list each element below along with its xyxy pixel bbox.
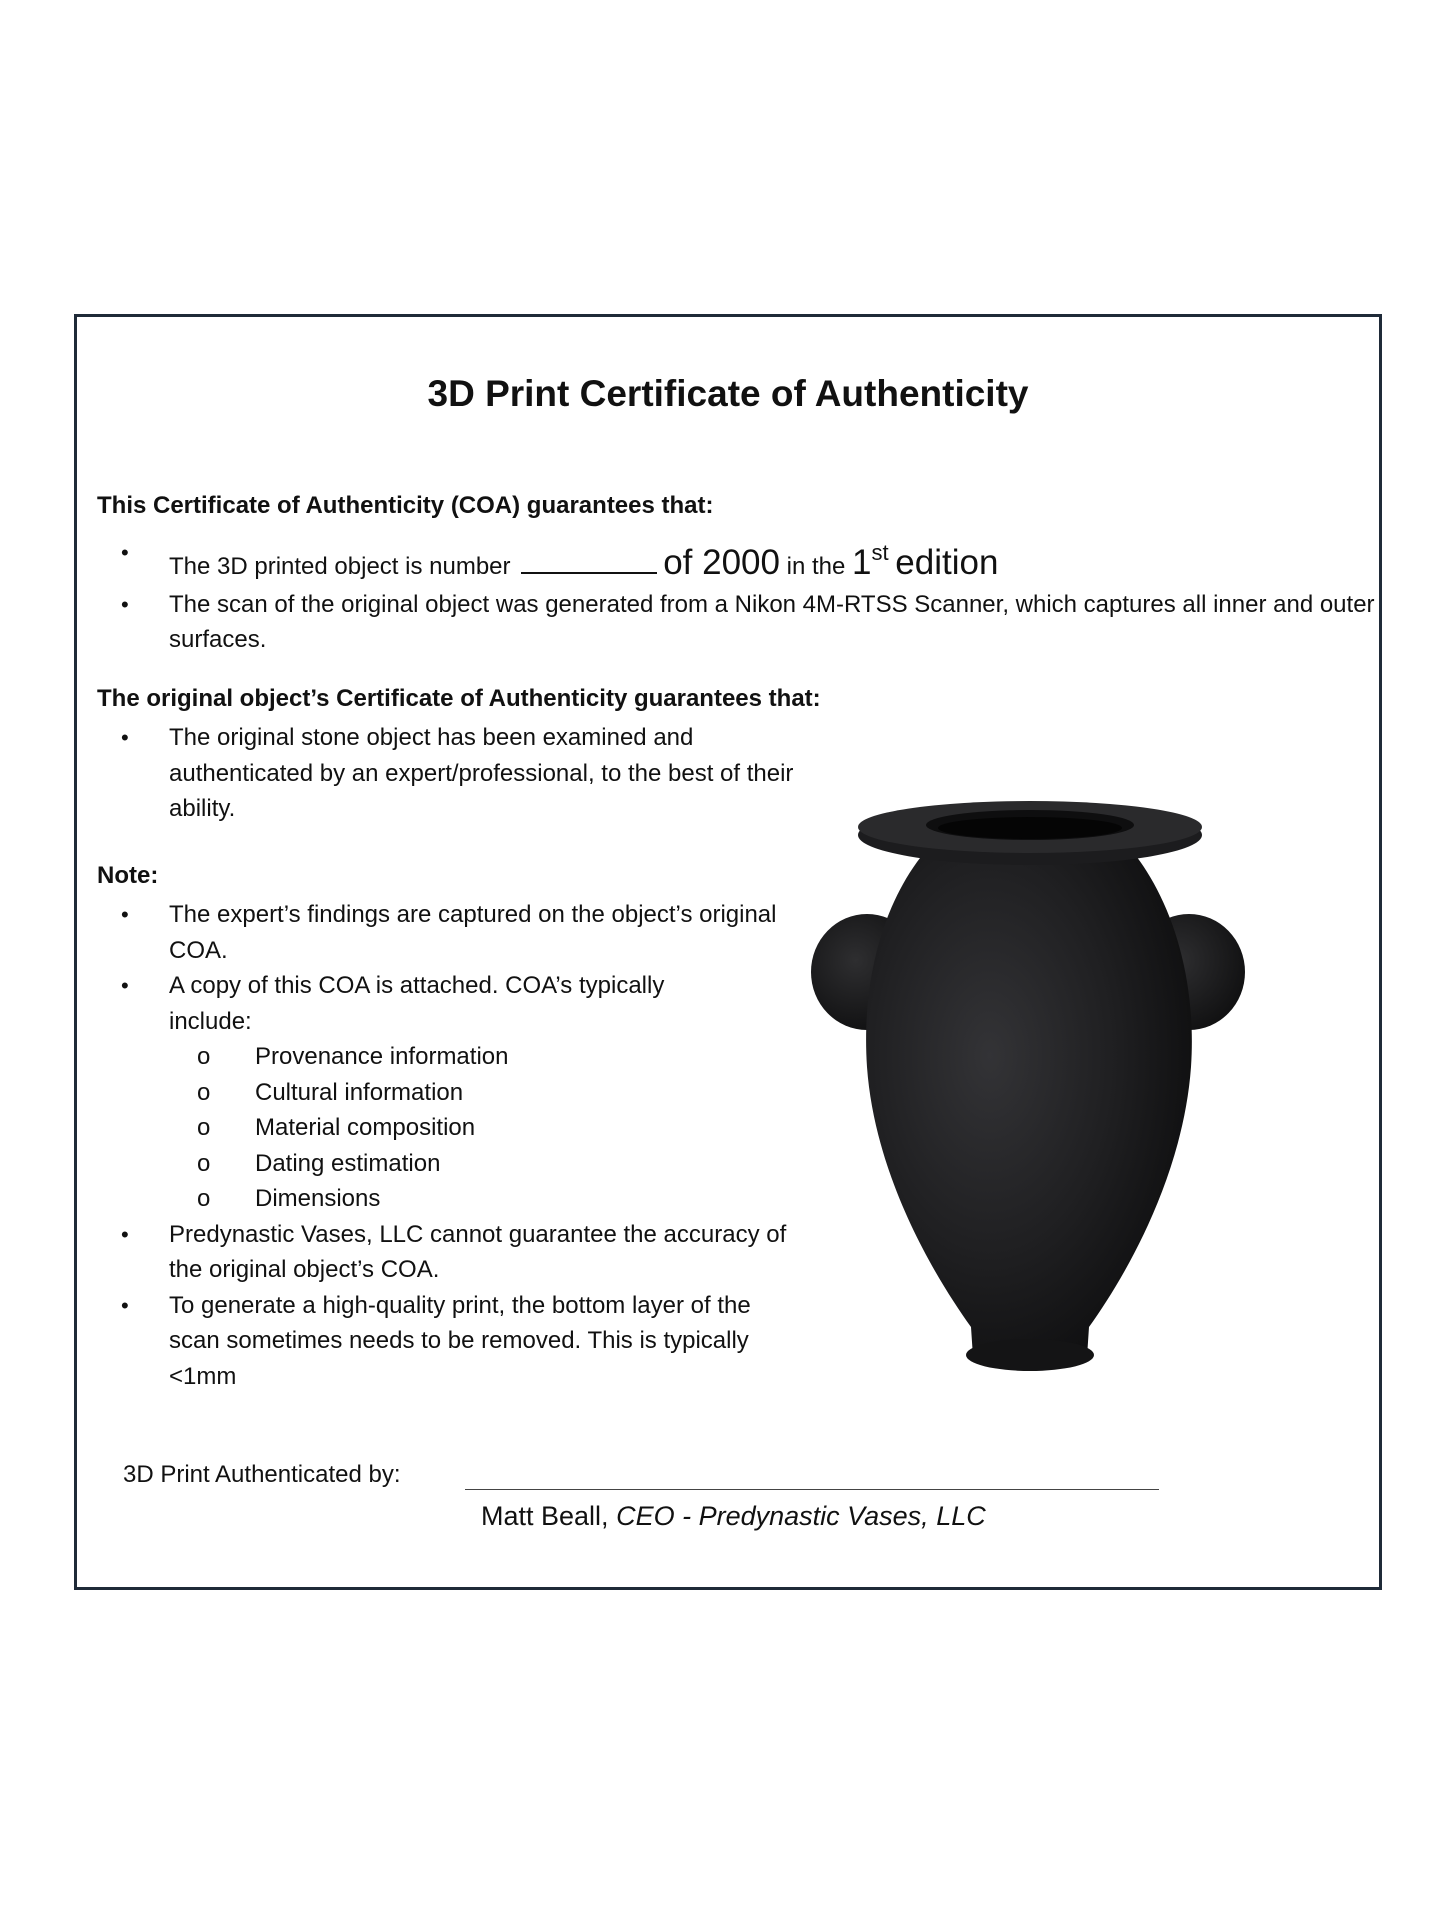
list-item-material bbox=[169, 1110, 689, 1146]
expert-findings-text: The expert’s findings are captured on the object’s original COA. bbox=[169, 901, 777, 964]
sub-bullet-icon: o bbox=[197, 1149, 211, 1177]
note-heading: Note: bbox=[97, 862, 159, 889]
material-text: Material composition bbox=[255, 1114, 476, 1141]
sub-bullet-icon: o bbox=[197, 1043, 211, 1070]
edition-suffix: st bbox=[871, 540, 889, 565]
bullet-icon: • bbox=[121, 591, 129, 617]
bullet-icon: • bbox=[121, 1292, 129, 1318]
vase-rim bbox=[858, 801, 1202, 865]
bullet-icon: • bbox=[121, 973, 129, 998]
signer-name: Matt Beall, bbox=[481, 1501, 609, 1531]
bullet-icon: • bbox=[121, 902, 129, 927]
list-item-expert-findings bbox=[97, 897, 789, 968]
edition-total: of 2000 bbox=[663, 543, 780, 582]
original-coa-heading: The original object’s Certificate of Authenticity guarantees that: bbox=[97, 685, 821, 712]
edition-in-the: in the bbox=[786, 553, 846, 580]
signature-line bbox=[465, 1489, 1159, 1490]
coa-copy-text: A copy of this COA is attached. COA’s typically include: bbox=[169, 972, 665, 1035]
list-item-examined bbox=[97, 720, 817, 827]
object-number-blank bbox=[521, 550, 657, 574]
provenance-text: Provenance information bbox=[255, 1043, 509, 1070]
edition-word: edition bbox=[895, 543, 999, 582]
signer-role: CEO - Predynastic Vases, LLC bbox=[616, 1501, 986, 1531]
signer bbox=[481, 1501, 986, 1532]
vase-image bbox=[805, 787, 1253, 1399]
coa-guarantee-list bbox=[97, 535, 1377, 658]
edition-number: 1 bbox=[852, 543, 872, 582]
list-item-bottom-layer bbox=[97, 1288, 789, 1395]
list-item-cultural bbox=[169, 1075, 689, 1111]
vase-body bbox=[866, 847, 1192, 1369]
sub-bullet-icon: o bbox=[197, 1078, 211, 1106]
bullet-icon: • bbox=[121, 725, 129, 750]
list-item-dimensions bbox=[169, 1181, 689, 1217]
sub-bullet-icon: o bbox=[197, 1185, 211, 1212]
coa-contents-list bbox=[169, 1039, 689, 1217]
bullet-icon: • bbox=[121, 1221, 129, 1247]
list-item-provenance bbox=[169, 1039, 689, 1075]
object-number-prefix: The 3D printed object is number bbox=[169, 553, 511, 580]
coa-guarantee-heading: This Certificate of Authenticity (COA) guarantees that: bbox=[97, 492, 714, 519]
dimensions-text: Dimensions bbox=[255, 1185, 381, 1212]
examined-text: The original stone object has been examined and authenticated by an expert/professional, to the best of their ability. bbox=[169, 724, 794, 822]
bottom-layer-text: To generate a high-quality print, the bottom layer of the scan sometimes needs to be removed. This is typically <1mm bbox=[169, 1291, 751, 1390]
list-item-coa-copy bbox=[97, 968, 689, 1217]
list-item-no-guarantee bbox=[97, 1217, 789, 1288]
sub-bullet-icon: o bbox=[197, 1114, 211, 1141]
vase-base bbox=[966, 1339, 1094, 1371]
list-item-scanner bbox=[97, 587, 1377, 658]
no-guarantee-text: Predynastic Vases, LLC cannot guarantee the accuracy of the original object’s COA. bbox=[169, 1220, 787, 1283]
cultural-text: Cultural information bbox=[255, 1078, 464, 1106]
note-list bbox=[97, 897, 789, 1394]
list-item-dating bbox=[169, 1146, 689, 1182]
signature-label: 3D Print Authenticated by: bbox=[123, 1461, 401, 1488]
list-item-object-number bbox=[97, 535, 1377, 585]
original-coa-list bbox=[97, 720, 817, 827]
scanner-text: The scan of the original object was generated from a Nikon 4M-RTSS Scanner, which captures all inner and outer surfaces. bbox=[169, 590, 1375, 653]
certificate-frame bbox=[74, 314, 1382, 1590]
bullet-icon: • bbox=[121, 540, 129, 565]
dating-text: Dating estimation bbox=[255, 1149, 441, 1177]
certificate-title: 3D Print Certificate of Authenticity bbox=[427, 373, 1029, 414]
